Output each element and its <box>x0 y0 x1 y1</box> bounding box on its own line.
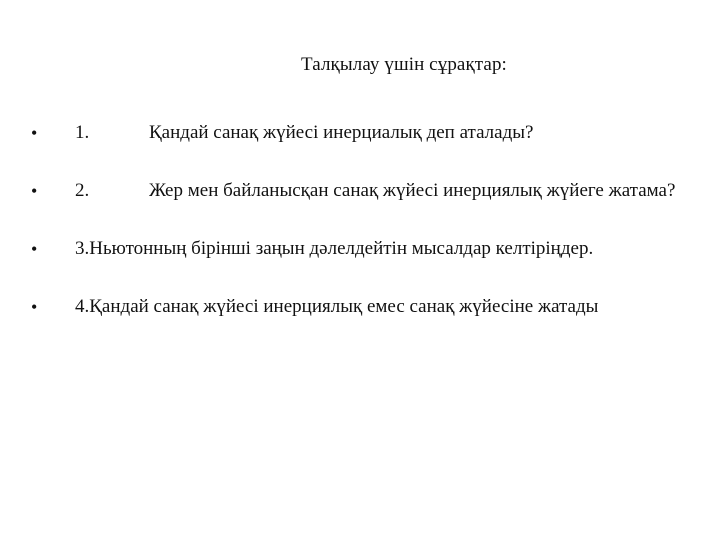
question-list <box>30 118 690 322</box>
question-item-4 <box>30 292 690 322</box>
slide-title: Талқылау үшін сұрақтар: <box>301 54 507 75</box>
question-text: Жер мен байланысқан санақ жүйесі инерциялық жүйеге жатама? <box>149 180 676 201</box>
question-number: 2. <box>75 180 90 201</box>
bullet-icon: • <box>31 297 38 317</box>
bullet-icon: • <box>31 123 38 143</box>
question-number: 1. <box>75 122 90 143</box>
question-item-3 <box>30 234 690 264</box>
question-text: Ньютонның бірінші заңын дәлелдейтін мысалдар келтіріңдер. <box>89 238 594 259</box>
bullet-icon: • <box>31 181 38 201</box>
bullet-icon: • <box>31 239 38 259</box>
question-number: 4. <box>75 296 90 317</box>
question-item-1 <box>30 118 690 148</box>
question-item-2 <box>30 176 690 206</box>
question-number: 3. <box>75 238 90 259</box>
question-text: Қандай санақ жүйесі инерциалық деп аталады? <box>149 122 534 143</box>
question-text: Қандай санақ жүйесі инерциялық емес санақ жүйесіне жатады <box>89 296 599 317</box>
